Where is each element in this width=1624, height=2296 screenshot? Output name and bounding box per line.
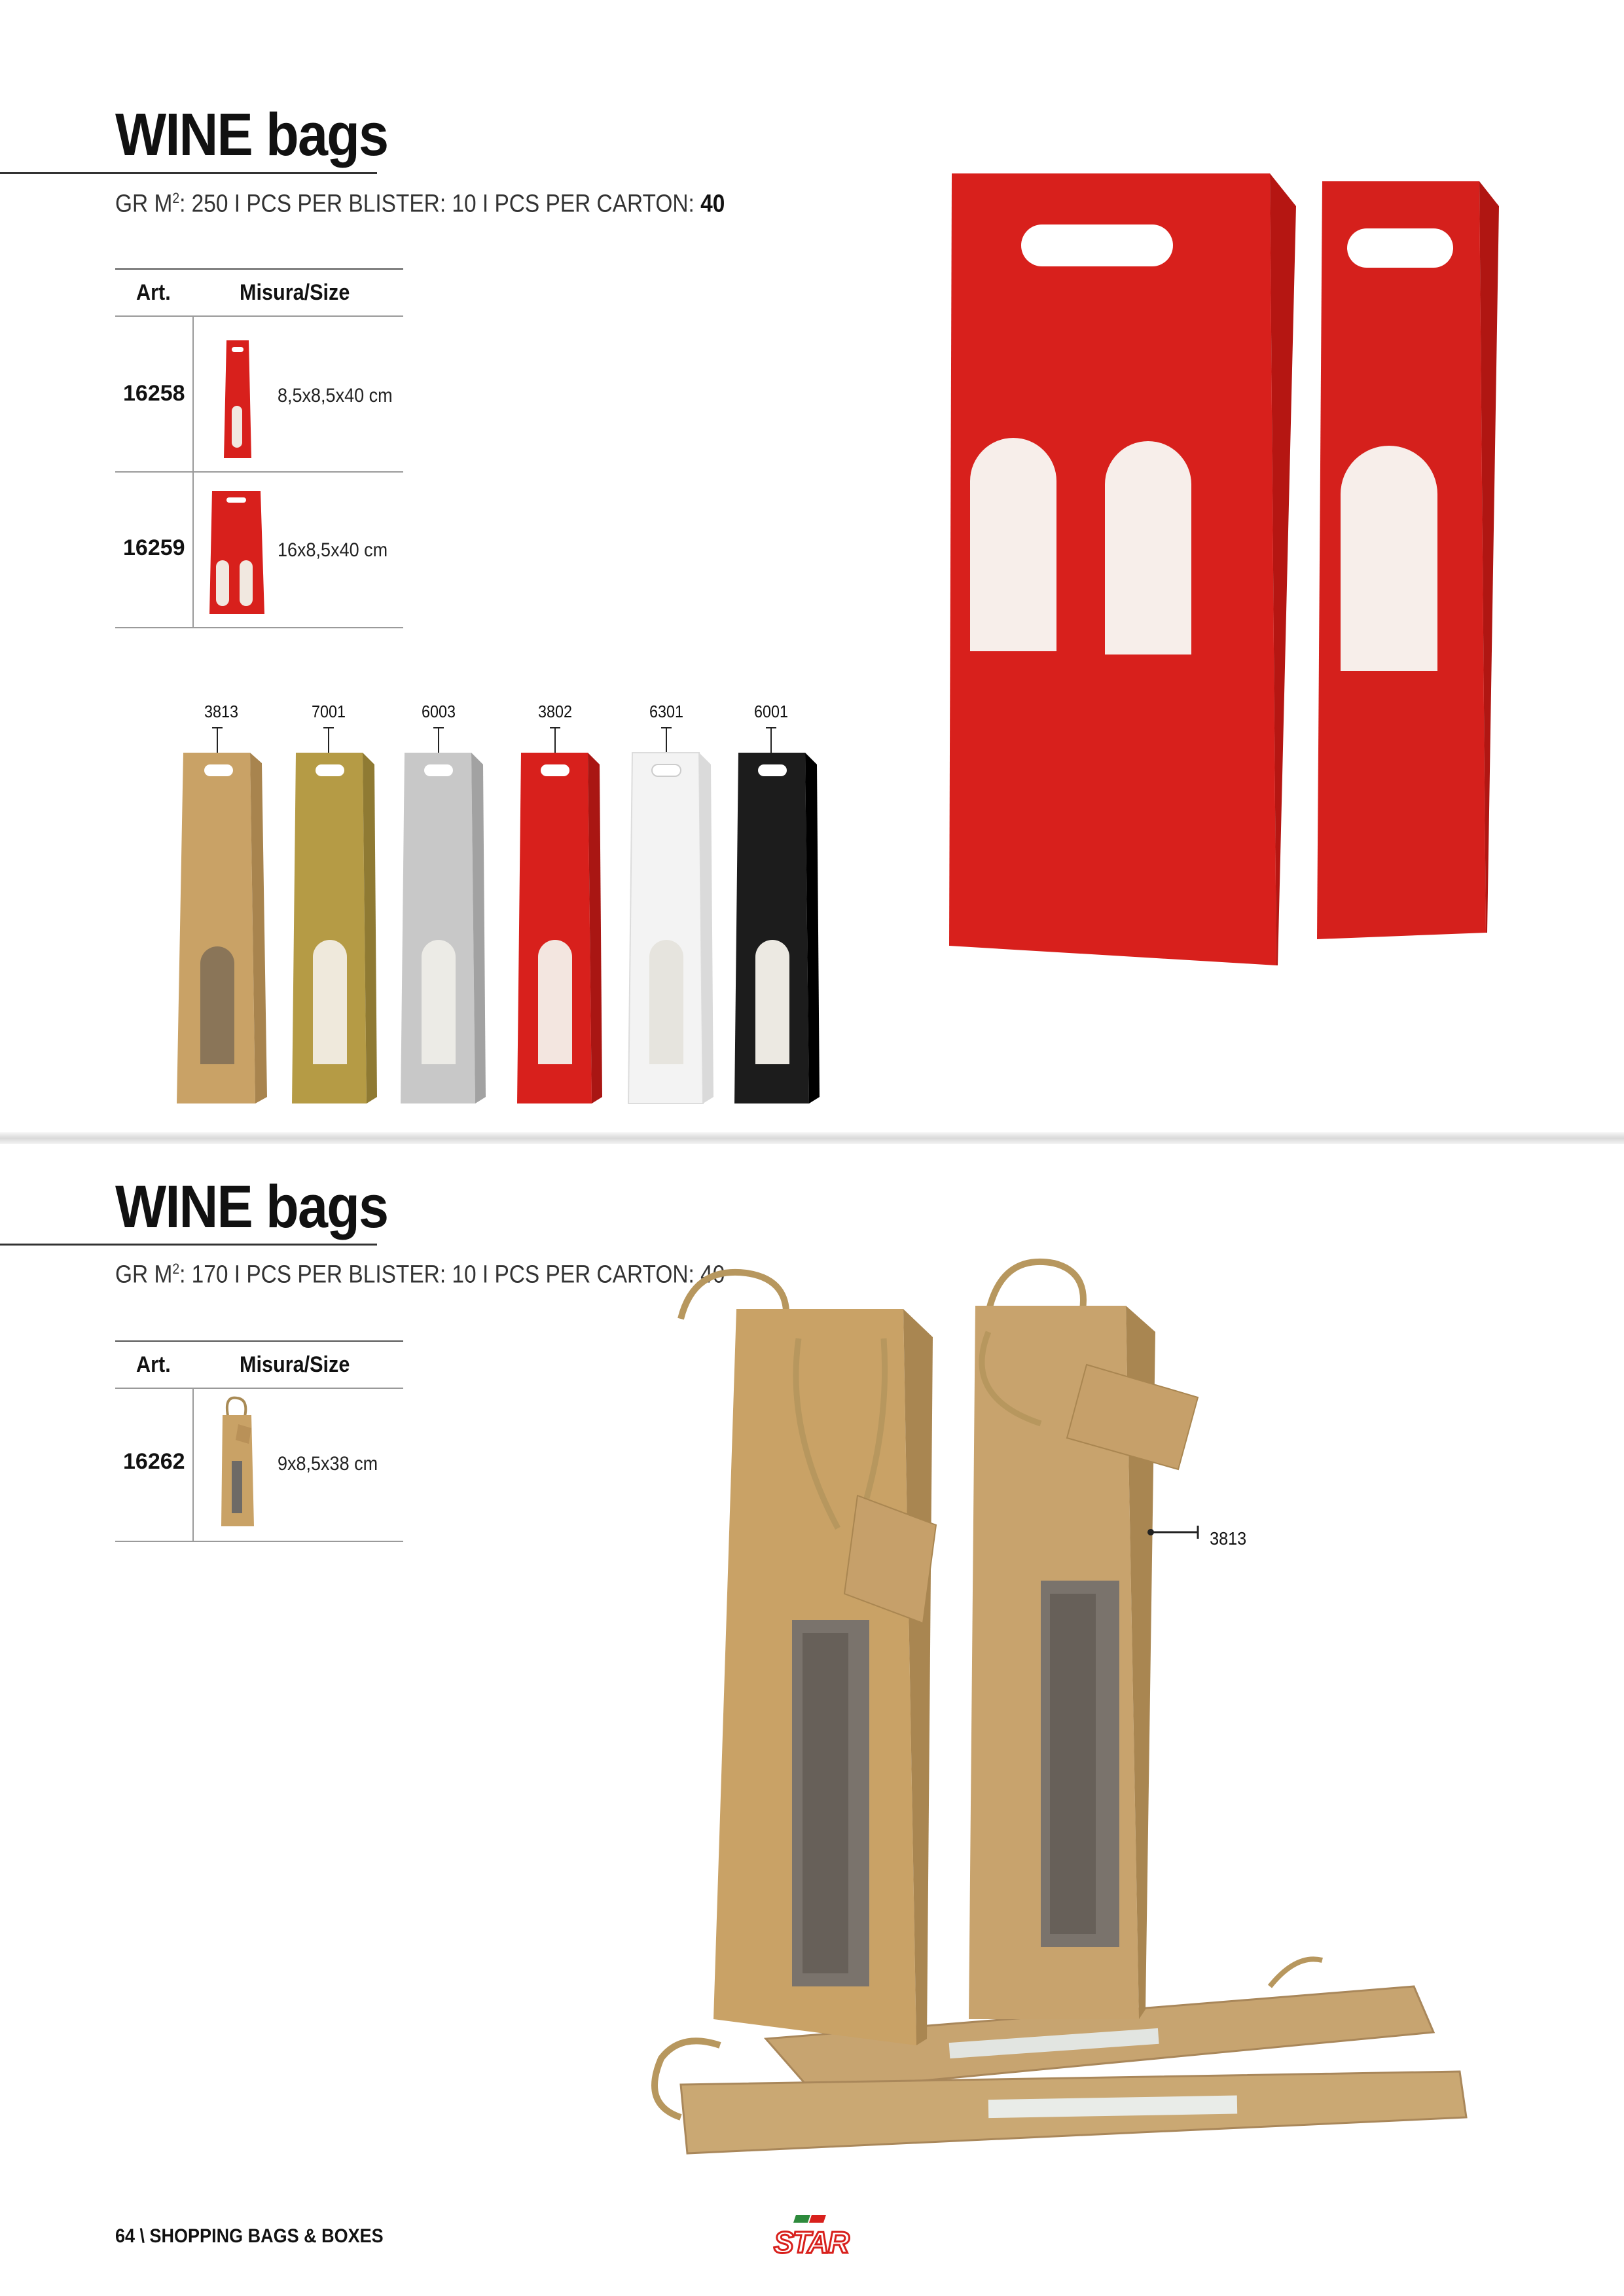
col-size-header: Misura/Size — [240, 1352, 350, 1377]
red-wine-bags-photo — [929, 167, 1610, 972]
section1-table — [115, 268, 403, 628]
bag-thumbnail-single — [220, 334, 259, 465]
section2-specs: GR $M^2$: 170 I PCS PER BLISTER: 10 I PCS PER CARTON: 40 — [115, 1261, 725, 1289]
color-code: 3802 — [537, 702, 573, 721]
section1-title: WINE bags — [115, 101, 388, 168]
kraft-bag-thumbnail — [213, 1395, 266, 1533]
star-logo-icon — [771, 2212, 856, 2258]
table-row-size: 9x8,5x38 cm — [278, 1453, 378, 1475]
color-variants — [157, 694, 864, 1119]
color-variant-bags — [157, 724, 864, 1143]
color-code: 7001 — [311, 702, 346, 721]
col-art-header: Art. — [136, 1352, 171, 1377]
table-row-size: 16x8,5x40 cm — [278, 539, 388, 561]
star-logo-text: STAR — [774, 2225, 848, 2259]
section2-title: WINE bags — [115, 1174, 388, 1240]
callout-color-code: 3813 — [1210, 1528, 1247, 1549]
table-row-art: 16258 — [123, 381, 185, 406]
table-row-size: 8,5x8,5x40 cm — [278, 385, 393, 406]
color-code: 6301 — [649, 702, 684, 721]
col-size-header: Misura/Size — [240, 280, 350, 305]
color-code: 3813 — [204, 702, 239, 721]
star-logo — [771, 2212, 856, 2258]
color-code: 6003 — [421, 702, 456, 721]
section-divider — [0, 1132, 1624, 1144]
section1-title-rule — [0, 172, 377, 174]
color-code: 6001 — [753, 702, 789, 721]
section1-specs: GR $M^2$: 250 I PCS PER BLISTER: 10 I PCS PER CARTON: 40 — [115, 190, 725, 218]
col-art-header: Art. — [136, 280, 171, 305]
bag-thumbnail-double — [207, 483, 272, 620]
section2-table — [115, 1340, 403, 1543]
table-row-art: 16262 — [123, 1449, 185, 1474]
kraft-wine-bags-photo — [517, 1266, 1434, 2170]
section2-title-rule — [0, 1244, 377, 1246]
table-row-art: 16259 — [123, 535, 185, 560]
page-footer: 64 \ SHOPPING BAGS & BOXES — [115, 2225, 384, 2247]
